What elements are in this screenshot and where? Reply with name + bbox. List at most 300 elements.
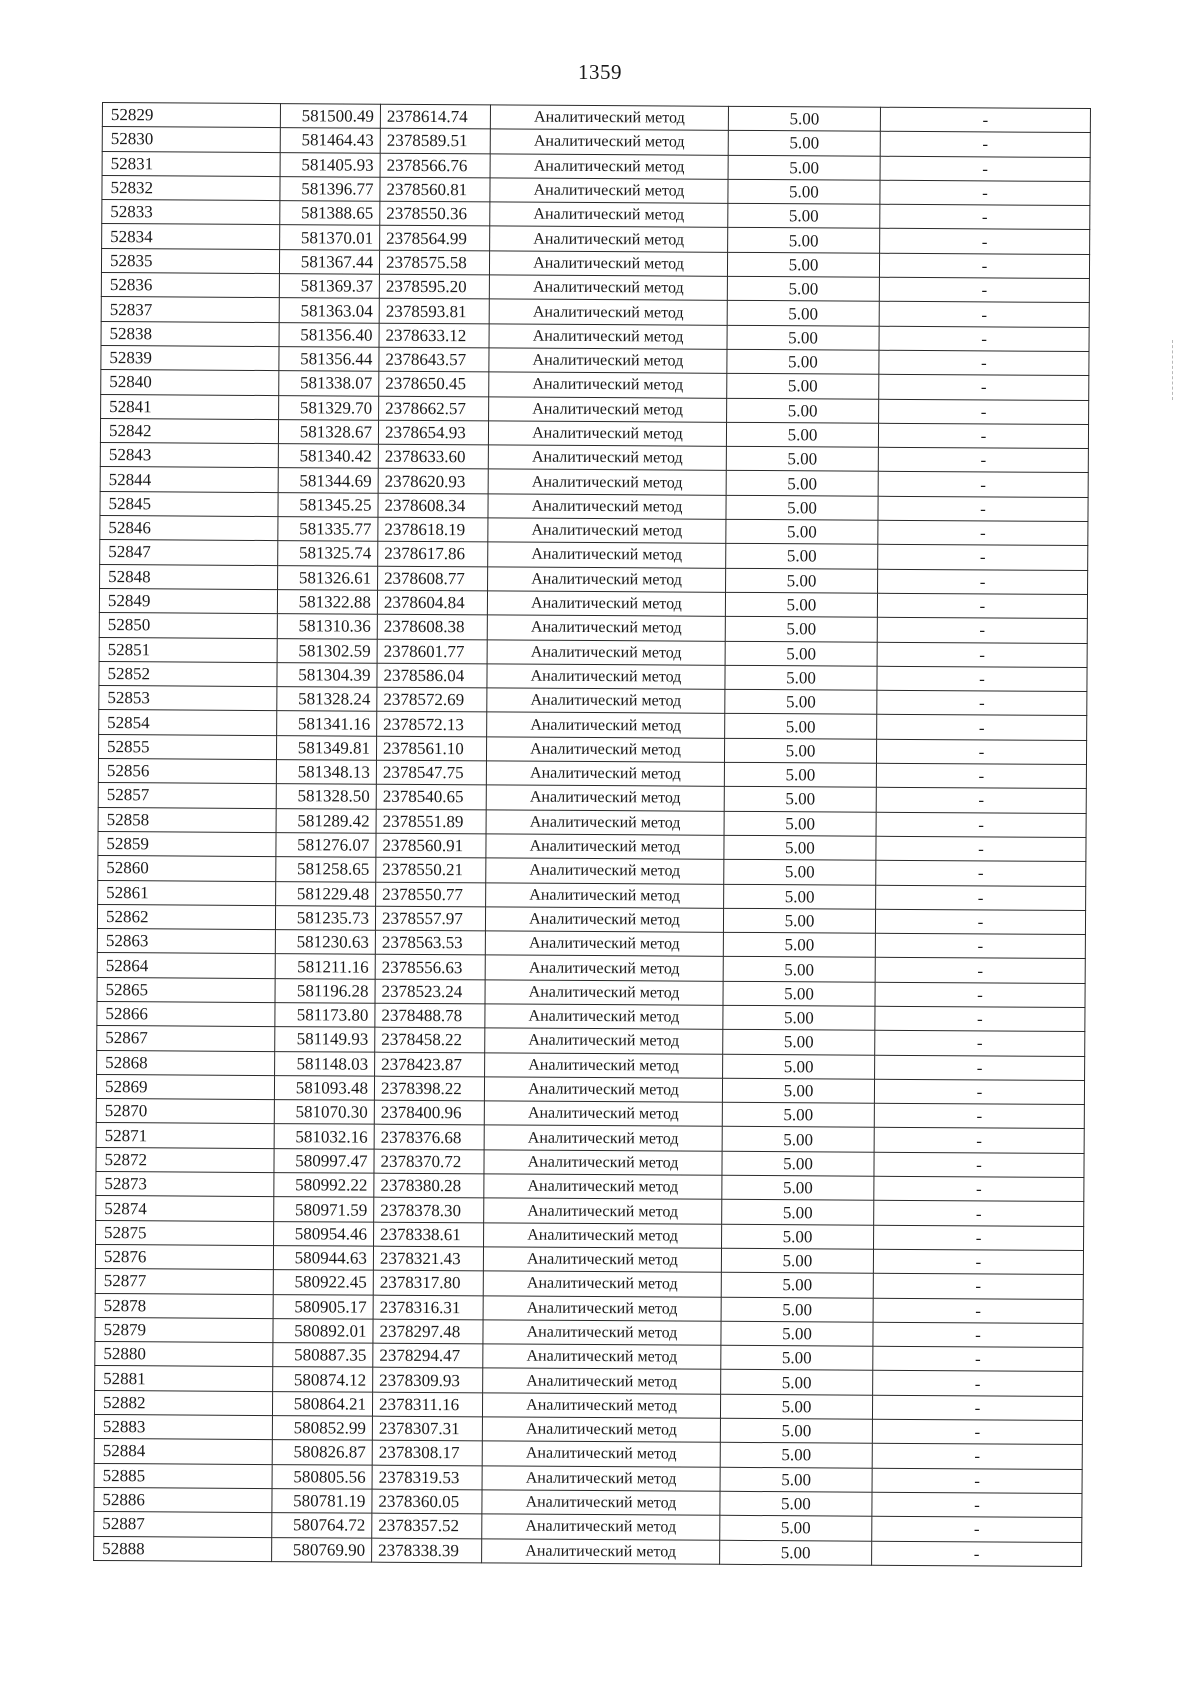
note-cell: - [872, 1468, 1082, 1494]
note-cell: - [879, 302, 1089, 328]
point-number-cell: 52872 [96, 1147, 274, 1172]
x-coordinate-cell: 581211.16 [275, 954, 375, 979]
y-coordinate-cell: 2378338.61 [374, 1222, 484, 1247]
accuracy-cell: 5.00 [724, 738, 876, 763]
x-coordinate-cell: 580781.19 [272, 1488, 372, 1513]
y-coordinate-cell: 2378586.04 [377, 663, 487, 688]
method-cell: Аналитический метод [488, 518, 726, 544]
x-coordinate-cell: 580805.56 [272, 1464, 372, 1489]
y-coordinate-cell: 2378604.84 [377, 590, 487, 615]
accuracy-cell: 5.00 [720, 1540, 872, 1565]
note-cell: - [872, 1444, 1082, 1470]
x-coordinate-cell: 580905.17 [273, 1294, 373, 1319]
method-cell: Аналитический метод [485, 1028, 723, 1054]
point-number-cell: 52856 [98, 759, 276, 784]
note-cell: - [872, 1395, 1082, 1421]
note-cell: - [874, 1128, 1084, 1154]
y-coordinate-cell: 2378551.89 [376, 809, 486, 834]
point-number-cell: 52859 [98, 831, 276, 856]
accuracy-cell: 5.00 [724, 860, 876, 885]
accuracy-cell: 5.00 [727, 398, 879, 423]
note-cell: - [878, 447, 1088, 473]
accuracy-cell: 5.00 [721, 1273, 873, 1298]
y-coordinate-cell: 2378370.72 [374, 1149, 484, 1174]
method-cell: Аналитический метод [482, 1465, 720, 1491]
y-coordinate-cell: 2378589.51 [380, 128, 490, 153]
x-coordinate-cell: 580954.46 [274, 1221, 374, 1246]
x-coordinate-cell: 581258.65 [276, 857, 376, 882]
note-cell: - [877, 642, 1087, 668]
accuracy-cell: 5.00 [724, 884, 876, 909]
point-number-cell: 52857 [98, 783, 276, 808]
method-cell: Аналитический метод [484, 1150, 722, 1176]
note-cell: - [879, 399, 1089, 425]
y-coordinate-cell: 2378297.48 [373, 1319, 483, 1344]
accuracy-cell: 5.00 [728, 179, 880, 204]
x-coordinate-cell: 581344.69 [278, 468, 378, 493]
point-number-cell: 52836 [101, 273, 279, 298]
point-number-cell: 52846 [100, 516, 278, 541]
y-coordinate-cell: 2378595.20 [379, 274, 489, 299]
x-coordinate-cell: 581363.04 [279, 298, 379, 323]
y-coordinate-cell: 2378309.93 [373, 1368, 483, 1393]
accuracy-cell: 5.00 [726, 446, 878, 471]
note-cell: - [877, 715, 1087, 741]
x-coordinate-cell: 581196.28 [275, 978, 375, 1003]
y-coordinate-cell: 2378654.93 [378, 420, 488, 445]
method-cell: Аналитический метод [484, 1101, 722, 1127]
method-cell: Аналитический метод [488, 445, 726, 471]
y-coordinate-cell: 2378572.69 [377, 687, 487, 712]
accuracy-cell: 5.00 [727, 374, 879, 399]
point-number-cell: 52865 [97, 977, 275, 1002]
x-coordinate-cell: 580864.21 [272, 1391, 372, 1416]
method-cell: Аналитический метод [489, 251, 727, 277]
method-cell: Аналитический метод [485, 907, 723, 933]
x-coordinate-cell: 581464.43 [280, 128, 380, 153]
x-coordinate-cell: 580997.47 [274, 1148, 374, 1173]
y-coordinate-cell: 2378662.57 [379, 396, 489, 421]
method-cell: Аналитический метод [488, 469, 726, 495]
note-cell: - [876, 763, 1086, 789]
method-cell: Аналитический метод [487, 664, 725, 690]
note-cell: - [879, 350, 1089, 376]
x-coordinate-cell: 581235.73 [275, 905, 375, 930]
x-coordinate-cell: 580769.90 [272, 1537, 372, 1562]
x-coordinate-cell: 580826.87 [272, 1440, 372, 1465]
accuracy-cell: 5.00 [727, 325, 879, 350]
accuracy-cell: 5.00 [728, 106, 880, 131]
note-cell: - [878, 423, 1088, 449]
point-number-cell: 52835 [101, 248, 279, 273]
y-coordinate-cell: 2378307.31 [372, 1416, 482, 1441]
point-number-cell: 52841 [101, 394, 279, 419]
point-number-cell: 52861 [98, 880, 276, 905]
note-cell: - [877, 666, 1087, 692]
accuracy-cell: 5.00 [728, 131, 880, 156]
point-number-cell: 52864 [97, 953, 275, 978]
accuracy-cell: 5.00 [726, 495, 878, 520]
method-cell: Аналитический метод [482, 1514, 720, 1540]
accuracy-cell: 5.00 [720, 1443, 872, 1468]
accuracy-cell: 5.00 [725, 617, 877, 642]
accuracy-cell: 5.00 [720, 1467, 872, 1492]
method-cell: Аналитический метод [488, 421, 726, 447]
method-cell: Аналитический метод [489, 324, 727, 350]
point-number-cell: 52877 [95, 1269, 273, 1294]
point-number-cell: 52834 [102, 224, 280, 249]
note-cell: - [874, 1176, 1084, 1202]
table-row [94, 1536, 1082, 1566]
method-cell: Аналитический метод [482, 1441, 720, 1467]
x-coordinate-cell: 581304.39 [277, 662, 377, 687]
point-number-cell: 52843 [100, 443, 278, 468]
method-cell: Аналитический метод [483, 1320, 721, 1346]
point-number-cell: 52875 [96, 1220, 274, 1245]
x-coordinate-cell: 580892.01 [273, 1318, 373, 1343]
y-coordinate-cell: 2378556.63 [375, 955, 485, 980]
method-cell: Аналитический метод [483, 1368, 721, 1394]
method-cell: Аналитический метод [490, 226, 728, 252]
accuracy-cell: 5.00 [721, 1297, 873, 1322]
method-cell: Аналитический метод [484, 1198, 722, 1224]
point-number-cell: 52833 [102, 200, 280, 225]
method-cell: Аналитический метод [490, 153, 728, 179]
y-coordinate-cell: 2378317.80 [373, 1270, 483, 1295]
coordinates-table [93, 102, 1091, 1567]
method-cell: Аналитический метод [487, 639, 725, 665]
note-cell: - [875, 982, 1085, 1008]
method-cell: Аналитический метод [486, 761, 724, 787]
note-cell: - [880, 180, 1090, 206]
point-number-cell: 52832 [102, 175, 280, 200]
point-number-cell: 52880 [95, 1342, 273, 1367]
y-coordinate-cell: 2378593.81 [379, 299, 489, 324]
accuracy-cell: 5.00 [722, 1175, 874, 1200]
note-cell: - [878, 520, 1088, 546]
x-coordinate-cell: 581322.88 [277, 590, 377, 615]
y-coordinate-cell: 2378557.97 [375, 906, 485, 931]
method-cell: Аналитический метод [486, 785, 724, 811]
y-coordinate-cell: 2378617.86 [378, 542, 488, 567]
accuracy-cell: 5.00 [723, 908, 875, 933]
point-number-cell: 52862 [97, 904, 275, 929]
y-coordinate-cell: 2378608.38 [377, 614, 487, 639]
x-coordinate-cell: 581329.70 [279, 395, 379, 420]
y-coordinate-cell: 2378560.91 [376, 833, 486, 858]
accuracy-cell: 5.00 [723, 1005, 875, 1030]
point-number-cell: 52876 [95, 1244, 273, 1269]
accuracy-cell: 5.00 [722, 1200, 874, 1225]
y-coordinate-cell: 2378550.36 [380, 201, 490, 226]
method-cell: Аналитический метод [484, 1125, 722, 1151]
accuracy-cell: 5.00 [728, 228, 880, 253]
y-coordinate-cell: 2378614.74 [380, 104, 490, 129]
note-cell: - [874, 1103, 1084, 1129]
y-coordinate-cell: 2378608.34 [378, 493, 488, 518]
note-cell: - [874, 1225, 1084, 1251]
note-cell: - [880, 204, 1090, 230]
note-cell: - [876, 836, 1086, 862]
accuracy-cell: 5.00 [723, 1030, 875, 1055]
accuracy-cell: 5.00 [721, 1345, 873, 1370]
note-cell: - [875, 958, 1085, 984]
y-coordinate-cell: 2378633.12 [379, 323, 489, 348]
accuracy-cell: 5.00 [725, 689, 877, 714]
y-coordinate-cell: 2378400.96 [374, 1100, 484, 1125]
x-coordinate-cell: 581230.63 [275, 930, 375, 955]
note-cell: - [877, 617, 1087, 643]
method-cell: Аналитический метод [483, 1295, 721, 1321]
accuracy-cell: 5.00 [726, 422, 878, 447]
note-cell: - [875, 1055, 1085, 1081]
method-cell: Аналитический метод [489, 372, 727, 398]
point-number-cell: 52886 [94, 1487, 272, 1512]
note-cell: - [873, 1298, 1083, 1324]
x-coordinate-cell: 580944.63 [273, 1246, 373, 1271]
point-number-cell: 52844 [100, 467, 278, 492]
point-number-cell: 52860 [98, 856, 276, 881]
x-coordinate-cell: 581325.74 [278, 541, 378, 566]
point-number-cell: 52854 [99, 710, 277, 735]
y-coordinate-cell: 2378540.65 [376, 785, 486, 810]
y-coordinate-cell: 2378423.87 [375, 1052, 485, 1077]
method-cell: Аналитический метод [490, 105, 728, 131]
y-coordinate-cell: 2378608.77 [378, 566, 488, 591]
accuracy-cell: 5.00 [723, 981, 875, 1006]
x-coordinate-cell: 581328.67 [278, 419, 378, 444]
method-cell: Аналитический метод [487, 615, 725, 641]
note-cell: - [878, 545, 1088, 571]
x-coordinate-cell: 581345.25 [278, 492, 378, 517]
note-cell: - [872, 1419, 1082, 1445]
method-cell: Аналитический метод [489, 299, 727, 325]
y-coordinate-cell: 2378561.10 [376, 736, 486, 761]
point-number-cell: 52869 [96, 1074, 274, 1099]
method-cell: Аналитический метод [488, 542, 726, 568]
accuracy-cell: 5.00 [722, 1224, 874, 1249]
point-number-cell: 52831 [102, 151, 280, 176]
x-coordinate-cell: 581093.48 [274, 1075, 374, 1100]
y-coordinate-cell: 2378360.05 [372, 1489, 482, 1514]
point-number-cell: 52837 [101, 297, 279, 322]
note-cell: - [872, 1492, 1082, 1518]
x-coordinate-cell: 581338.07 [279, 371, 379, 396]
note-cell: - [873, 1249, 1083, 1275]
x-coordinate-cell: 581328.24 [277, 687, 377, 712]
accuracy-cell: 5.00 [727, 252, 879, 277]
note-cell: - [876, 885, 1086, 911]
x-coordinate-cell: 581173.80 [275, 1003, 375, 1028]
point-number-cell: 52851 [99, 637, 277, 662]
method-cell: Аналитический метод [483, 1247, 721, 1273]
point-number-cell: 52850 [99, 613, 277, 638]
x-coordinate-cell: 581340.42 [278, 444, 378, 469]
y-coordinate-cell: 2378311.16 [372, 1392, 482, 1417]
point-number-cell: 52887 [94, 1512, 272, 1537]
point-number-cell: 52881 [95, 1366, 273, 1391]
point-number-cell: 52858 [98, 807, 276, 832]
note-cell: - [873, 1273, 1083, 1299]
accuracy-cell: 5.00 [725, 665, 877, 690]
y-coordinate-cell: 2378618.19 [378, 517, 488, 542]
method-cell: Аналитический метод [486, 809, 724, 835]
y-coordinate-cell: 2378316.31 [373, 1295, 483, 1320]
point-number-cell: 52830 [102, 127, 280, 152]
accuracy-cell: 5.00 [724, 835, 876, 860]
point-number-cell: 52855 [98, 734, 276, 759]
x-coordinate-cell: 581369.37 [279, 274, 379, 299]
y-coordinate-cell: 2378620.93 [378, 469, 488, 494]
scan-artifact [1172, 340, 1175, 400]
note-cell: - [875, 1006, 1085, 1032]
method-cell: Аналитический метод [484, 1223, 722, 1249]
method-cell: Аналитический метод [489, 275, 727, 301]
x-coordinate-cell: 581335.77 [278, 517, 378, 542]
accuracy-cell: 5.00 [723, 932, 875, 957]
point-number-cell: 52839 [101, 345, 279, 370]
accuracy-cell: 5.00 [724, 787, 876, 812]
method-cell: Аналитический метод [488, 567, 726, 593]
method-cell: Аналитический метод [484, 1174, 722, 1200]
method-cell: Аналитический метод [485, 931, 723, 957]
y-coordinate-cell: 2378566.76 [380, 153, 490, 178]
accuracy-cell: 5.00 [721, 1321, 873, 1346]
x-coordinate-cell: 581356.44 [279, 347, 379, 372]
x-coordinate-cell: 581326.61 [278, 565, 378, 590]
y-coordinate-cell: 2378338.39 [372, 1538, 482, 1563]
point-number-cell: 52847 [100, 540, 278, 565]
method-cell: Аналитический метод [485, 955, 723, 981]
accuracy-cell: 5.00 [720, 1418, 872, 1443]
accuracy-cell: 5.00 [723, 1054, 875, 1079]
point-number-cell: 52870 [96, 1099, 274, 1124]
method-cell: Аналитический метод [486, 737, 724, 763]
accuracy-cell: 5.00 [727, 276, 879, 301]
method-cell: Аналитический метод [488, 494, 726, 520]
note-cell: - [872, 1541, 1082, 1567]
coordinates-table-body [94, 103, 1091, 1567]
x-coordinate-cell: 580887.35 [273, 1343, 373, 1368]
method-cell: Аналитический метод [489, 396, 727, 422]
accuracy-cell: 5.00 [726, 519, 878, 544]
method-cell: Аналитический метод [490, 129, 728, 155]
point-number-cell: 52882 [94, 1390, 272, 1415]
y-coordinate-cell: 2378560.81 [380, 177, 490, 202]
note-cell: - [880, 132, 1090, 158]
accuracy-cell: 5.00 [722, 1102, 874, 1127]
note-cell: - [878, 472, 1088, 498]
method-cell: Аналитический метод [482, 1490, 720, 1516]
x-coordinate-cell: 581070.30 [274, 1100, 374, 1125]
note-cell: - [876, 860, 1086, 886]
x-coordinate-cell: 581349.81 [276, 735, 376, 760]
accuracy-cell: 5.00 [720, 1491, 872, 1516]
point-number-cell: 52884 [94, 1439, 272, 1464]
x-coordinate-cell: 581396.77 [280, 176, 380, 201]
point-number-cell: 52853 [99, 686, 277, 711]
x-coordinate-cell: 580852.99 [272, 1416, 372, 1441]
method-cell: Аналитический метод [487, 712, 725, 738]
note-cell: - [879, 375, 1089, 401]
method-cell: Аналитический метод [486, 834, 724, 860]
accuracy-cell: 5.00 [722, 1078, 874, 1103]
y-coordinate-cell: 2378319.53 [372, 1465, 482, 1490]
y-coordinate-cell: 2378488.78 [375, 1003, 485, 1028]
note-cell: - [877, 593, 1087, 619]
note-cell: - [879, 277, 1089, 303]
note-cell: - [877, 690, 1087, 716]
point-number-cell: 52888 [94, 1536, 272, 1561]
accuracy-cell: 5.00 [721, 1370, 873, 1395]
y-coordinate-cell: 2378564.99 [380, 226, 490, 251]
accuracy-cell: 5.00 [722, 1127, 874, 1152]
x-coordinate-cell: 581405.93 [280, 152, 380, 177]
method-cell: Аналитический метод [485, 1052, 723, 1078]
note-cell: - [874, 1201, 1084, 1227]
note-cell: - [879, 253, 1089, 279]
y-coordinate-cell: 2378650.45 [379, 371, 489, 396]
note-cell: - [876, 788, 1086, 814]
accuracy-cell: 5.00 [724, 762, 876, 787]
point-number-cell: 52829 [102, 103, 280, 128]
point-number-cell: 52845 [100, 491, 278, 516]
x-coordinate-cell: 581289.42 [276, 808, 376, 833]
accuracy-cell: 5.00 [720, 1516, 872, 1541]
y-coordinate-cell: 2378458.22 [375, 1027, 485, 1052]
note-cell: - [874, 1079, 1084, 1105]
note-cell: - [875, 1031, 1085, 1057]
y-coordinate-cell: 2378601.77 [377, 639, 487, 664]
accuracy-cell: 5.00 [727, 301, 879, 326]
y-coordinate-cell: 2378550.77 [376, 882, 486, 907]
x-coordinate-cell: 581356.40 [279, 322, 379, 347]
point-number-cell: 52842 [100, 418, 278, 443]
point-number-cell: 52883 [94, 1415, 272, 1440]
y-coordinate-cell: 2378633.60 [378, 444, 488, 469]
x-coordinate-cell: 580764.72 [272, 1513, 372, 1538]
y-coordinate-cell: 2378523.24 [375, 979, 485, 1004]
y-coordinate-cell: 2378643.57 [379, 347, 489, 372]
x-coordinate-cell: 581328.50 [276, 784, 376, 809]
note-cell: - [880, 156, 1090, 182]
accuracy-cell: 5.00 [727, 349, 879, 374]
point-number-cell: 52838 [101, 321, 279, 346]
y-coordinate-cell: 2378294.47 [373, 1343, 483, 1368]
point-number-cell: 52848 [100, 564, 278, 589]
y-coordinate-cell: 2378308.17 [372, 1441, 482, 1466]
method-cell: Аналитический метод [490, 178, 728, 204]
accuracy-cell: 5.00 [726, 568, 878, 593]
y-coordinate-cell: 2378380.28 [374, 1173, 484, 1198]
note-cell: - [880, 229, 1090, 255]
x-coordinate-cell: 580992.22 [274, 1173, 374, 1198]
method-cell: Аналитический метод [482, 1538, 720, 1564]
coordinates-table-container [93, 102, 1090, 1567]
x-coordinate-cell: 580874.12 [273, 1367, 373, 1392]
method-cell: Аналитический метод [484, 1077, 722, 1103]
accuracy-cell: 5.00 [721, 1248, 873, 1273]
method-cell: Аналитический метод [489, 348, 727, 374]
point-number-cell: 52867 [97, 1026, 275, 1051]
method-cell: Аналитический метод [486, 882, 724, 908]
note-cell: - [875, 909, 1085, 935]
y-coordinate-cell: 2378376.68 [374, 1125, 484, 1150]
accuracy-cell: 5.00 [728, 155, 880, 180]
x-coordinate-cell: 580971.59 [274, 1197, 374, 1222]
x-coordinate-cell: 581310.36 [277, 614, 377, 639]
point-number-cell: 52849 [99, 588, 277, 613]
